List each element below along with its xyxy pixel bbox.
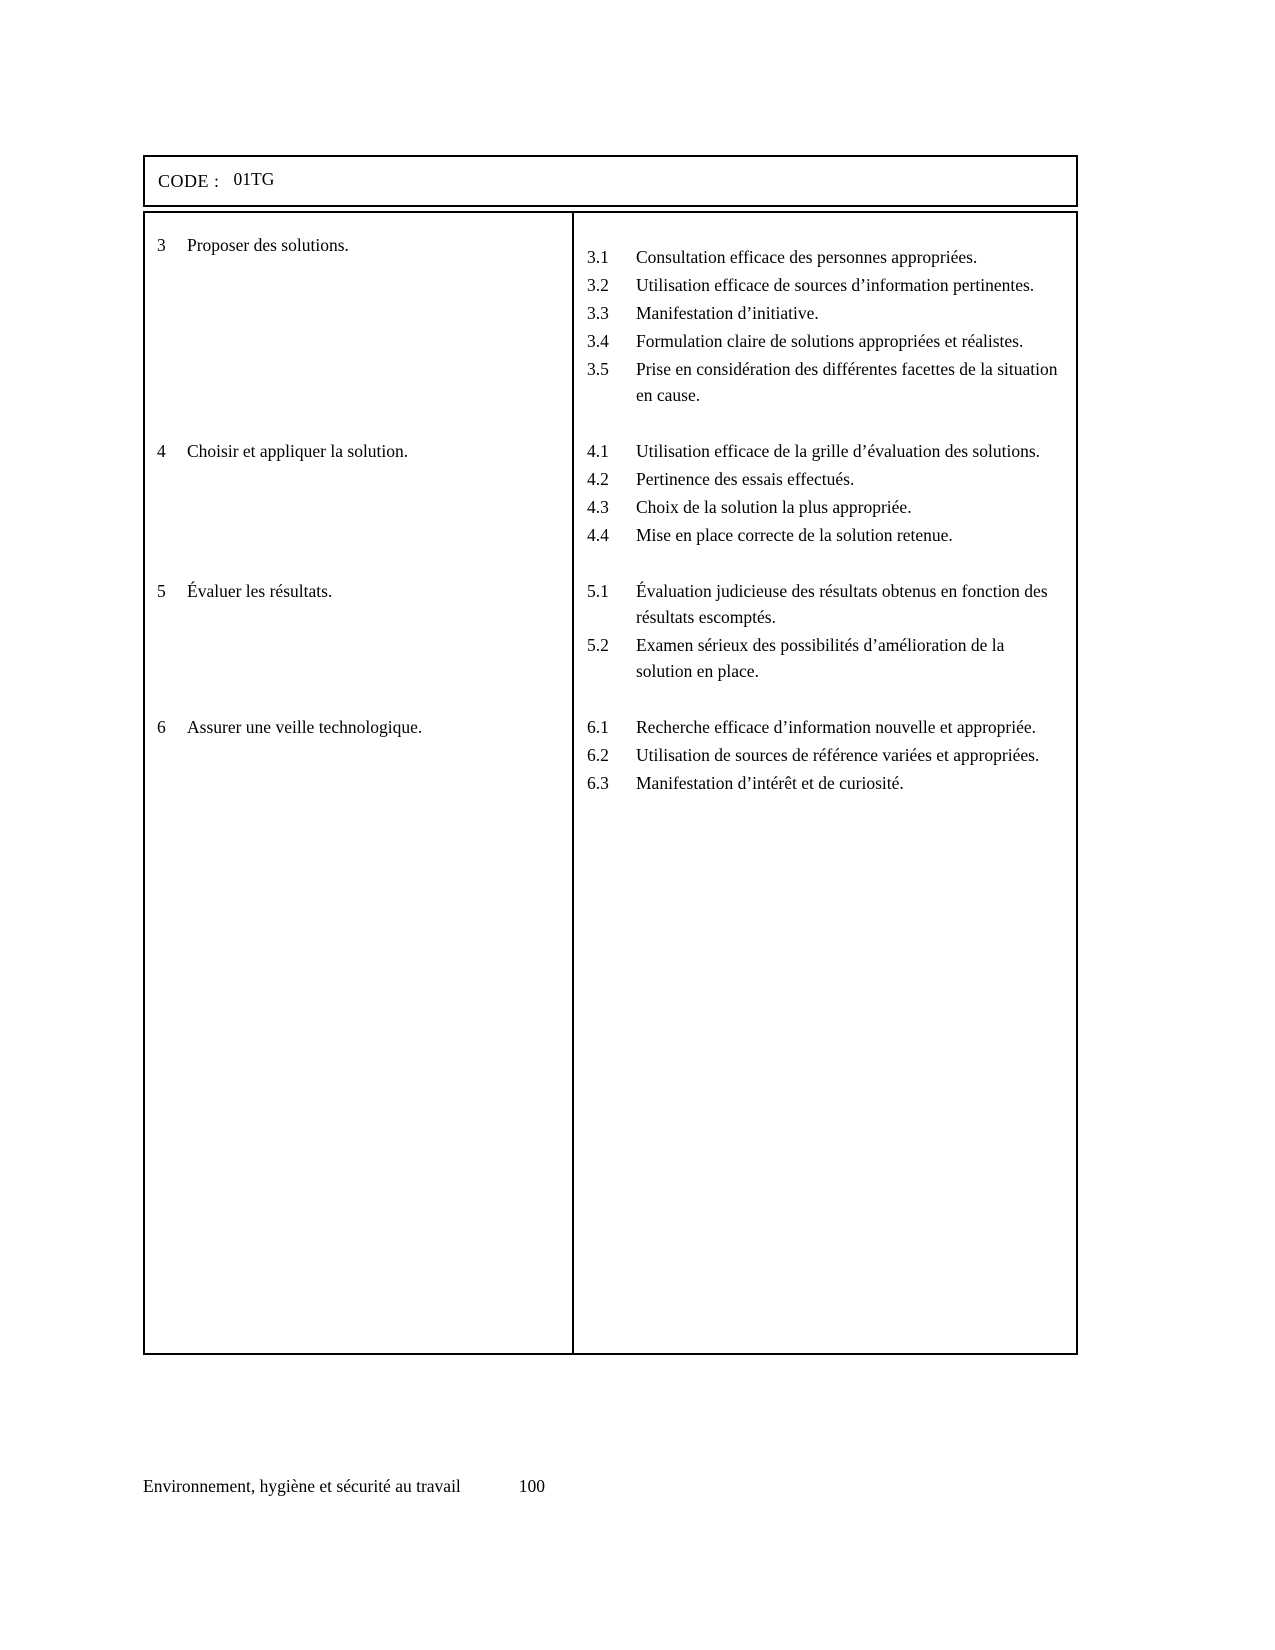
criterion-item	[587, 522, 1058, 548]
criterion-item	[587, 770, 1058, 796]
footer-title: Environnement, hygiène et sécurité au travail	[143, 1476, 461, 1496]
criterion-item	[587, 466, 1058, 492]
page-footer	[143, 1476, 545, 1497]
criterion-text: Utilisation efficace de sources d’information pertinentes.	[636, 275, 1035, 295]
criterion-item	[587, 356, 1058, 408]
code-header-box	[143, 155, 1078, 207]
objective-number: 6	[157, 717, 166, 737]
criterion-text: Choix de la solution la plus appropriée.	[636, 497, 912, 517]
criterion-item	[587, 632, 1058, 684]
criterion-number: 6.1	[587, 717, 609, 737]
criterion-text: Manifestation d’initiative.	[636, 303, 819, 323]
objective-cell	[145, 578, 572, 686]
criteria-cell	[572, 578, 1076, 686]
criterion-text: Mise en place correcte de la solution retenue.	[636, 525, 953, 545]
criterion-number: 4.2	[587, 469, 609, 489]
page-number: 100	[518, 1476, 546, 1496]
criterion-item	[587, 328, 1058, 354]
criterion-text: Évaluation judicieuse des résultats obtenus en fonction des résultats escomptés.	[636, 581, 1048, 627]
objective-cell	[145, 714, 572, 798]
criterion-number: 3.1	[587, 247, 609, 267]
objective-cell	[145, 232, 572, 410]
table-row	[145, 714, 1076, 798]
criterion-text: Examen sérieux des possibilités d’amélioration de la solution en place.	[636, 635, 1005, 681]
objective-title: Choisir et appliquer la solution.	[187, 441, 409, 461]
criterion-number: 4.3	[587, 497, 609, 517]
objective-title: Évaluer les résultats.	[187, 581, 333, 601]
criterion-text: Utilisation efficace de la grille d’évaluation des solutions.	[636, 441, 1041, 461]
criterion-number: 3.2	[587, 275, 609, 295]
criterion-text: Manifestation d’intérêt et de curiosité.	[636, 773, 904, 793]
criterion-text: Formulation claire de solutions appropriées et réalistes.	[636, 331, 1024, 351]
table-row	[145, 578, 1076, 686]
criterion-text: Pertinence des essais effectués.	[636, 469, 855, 489]
criterion-item	[587, 714, 1058, 740]
criterion-item	[587, 438, 1058, 464]
criterion-text: Utilisation de sources de référence variées et appropriées.	[636, 745, 1040, 765]
criterion-number: 3.5	[587, 359, 609, 379]
criterion-item	[587, 244, 1058, 270]
column-divider	[572, 213, 574, 1353]
criteria-cell	[572, 714, 1076, 798]
objective-cell	[145, 438, 572, 550]
table-row	[145, 232, 1076, 410]
criterion-item	[587, 742, 1058, 768]
criterion-number: 3.4	[587, 331, 609, 351]
criterion-item	[587, 578, 1058, 630]
criterion-item	[587, 494, 1058, 520]
criteria-cell	[572, 438, 1076, 550]
criterion-number: 4.4	[587, 525, 609, 545]
table-body	[145, 232, 1076, 798]
objective-number: 4	[157, 441, 166, 461]
criterion-text: Recherche efficace d’information nouvelle et appropriée.	[636, 717, 1037, 737]
criteria-table	[143, 211, 1078, 1355]
code-label: CODE :	[158, 170, 220, 191]
table-row	[145, 438, 1076, 550]
code-value: 01TG	[233, 168, 275, 189]
criterion-item	[587, 272, 1058, 298]
criterion-number: 4.1	[587, 441, 609, 461]
objective-title: Proposer des solutions.	[187, 235, 349, 255]
criterion-text: Prise en considération des différentes facettes de la situation en cause.	[636, 359, 1058, 405]
criterion-text: Consultation efficace des personnes appropriées.	[636, 247, 978, 267]
criteria-cell	[572, 232, 1076, 410]
objective-title: Assurer une veille technologique.	[187, 717, 423, 737]
criterion-item	[587, 300, 1058, 326]
objective-number: 5	[157, 581, 166, 601]
criterion-number: 5.1	[587, 581, 609, 601]
criterion-number: 6.3	[587, 773, 609, 793]
criterion-number: 3.3	[587, 303, 609, 323]
criterion-number: 6.2	[587, 745, 609, 765]
criterion-number: 5.2	[587, 635, 609, 655]
objective-number: 3	[157, 235, 166, 255]
